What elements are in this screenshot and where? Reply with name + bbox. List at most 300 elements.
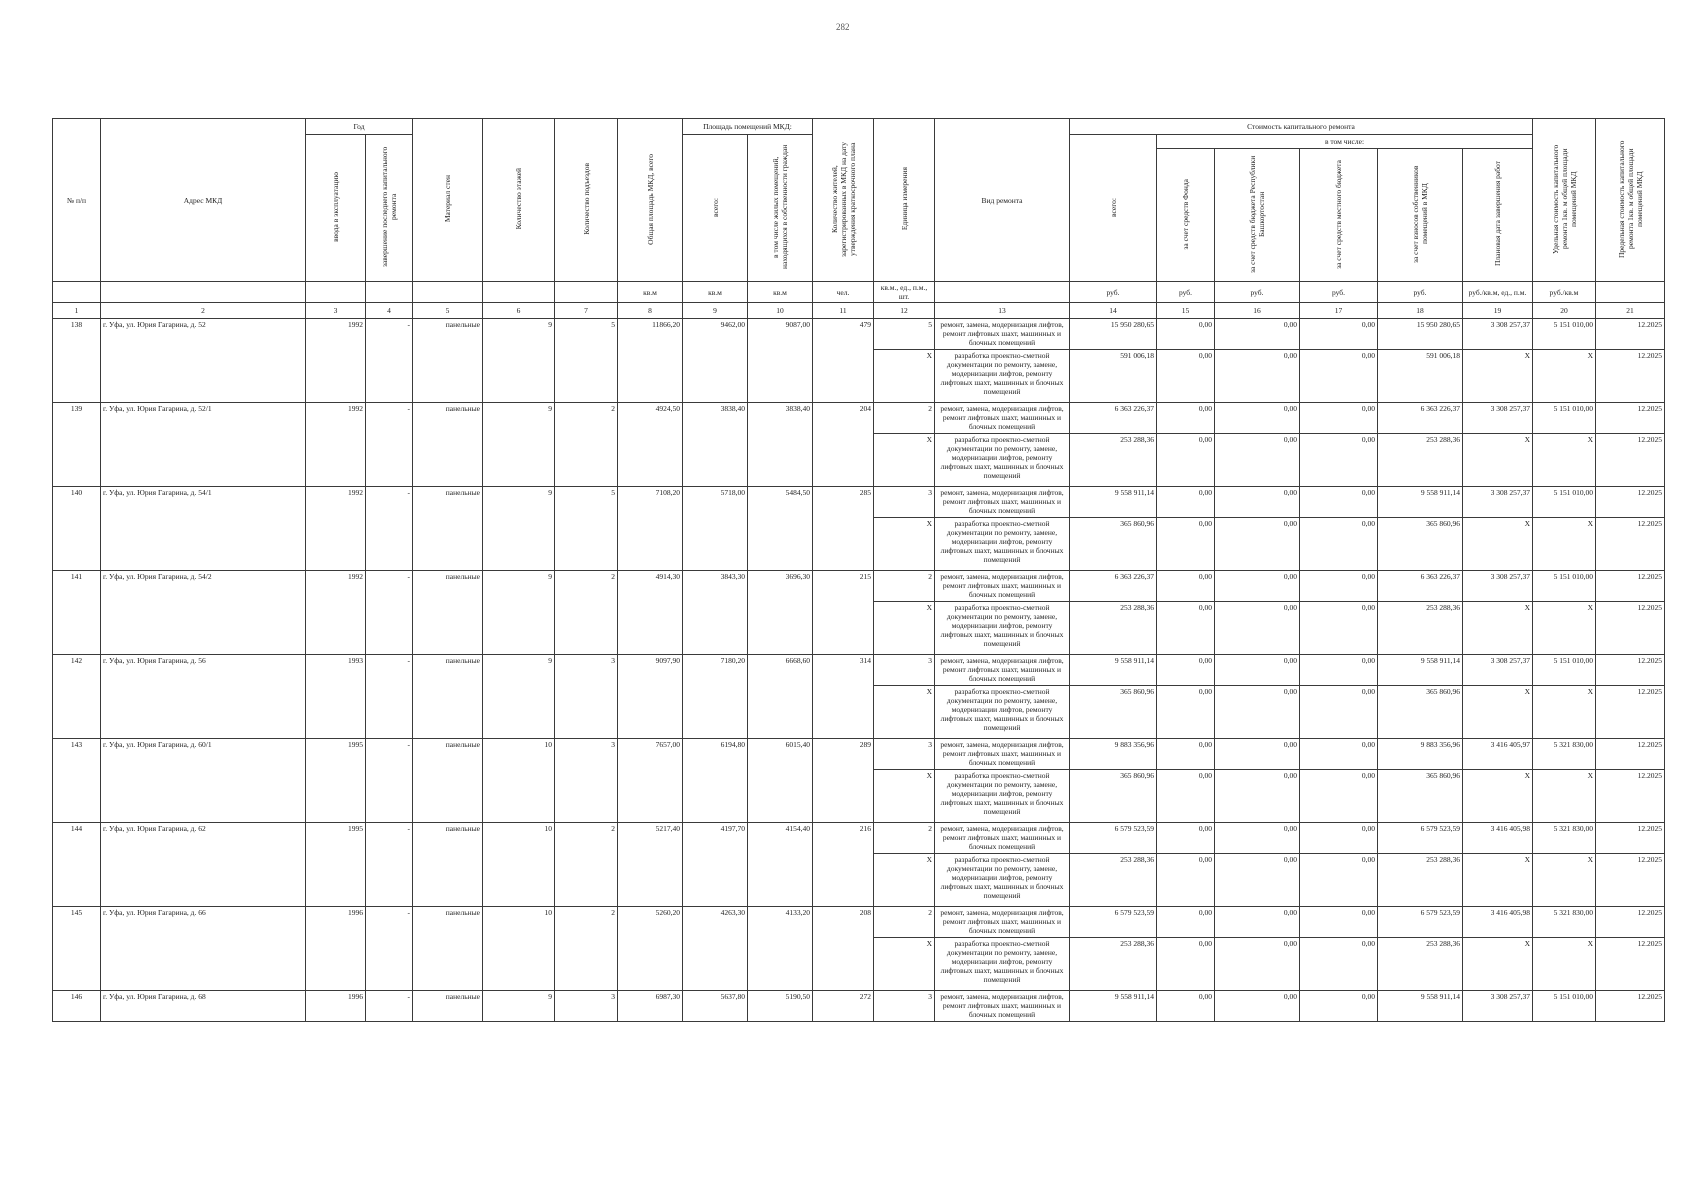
premises-paid-cell: 4154,40 (748, 823, 813, 907)
cost-fund-cell: 0,00 (1157, 403, 1215, 434)
header-cost-republic: за счет средств бюджета Республики Башкортостан (1215, 149, 1300, 282)
limit-cost-cell: X (1533, 938, 1596, 991)
material-cell: панельные (413, 487, 483, 571)
col-number: 6 (483, 303, 555, 319)
limit-cost-cell: 5 321 830,00 (1533, 739, 1596, 770)
row-number: 138 (53, 319, 101, 403)
area-cell: 7657,00 (618, 739, 683, 823)
premises-cell: 9462,00 (683, 319, 748, 403)
limit-cost-cell: X (1533, 770, 1596, 823)
cost-local-cell: 0,00 (1300, 487, 1378, 518)
residents-cell: 314 (813, 655, 874, 739)
premises-paid-cell: 6015,40 (748, 739, 813, 823)
premises-cell: 5637,80 (683, 991, 748, 1022)
cost-total-cell: 9 558 911,14 (1070, 655, 1157, 686)
row-number: 140 (53, 487, 101, 571)
cost-total-cell: 9 558 911,14 (1070, 487, 1157, 518)
year-cell: 1992 (306, 487, 366, 571)
unit-cell: руб. (1215, 282, 1300, 303)
cost-local-cell: 0,00 (1300, 854, 1378, 907)
qty-cell: 2 (874, 907, 935, 938)
header-premises-group: Площадь помещений МКД: (683, 119, 813, 135)
qty-cell: X (874, 602, 935, 655)
entrances-cell: 2 (555, 403, 618, 487)
plan-date-cell: 12.2025 (1596, 854, 1665, 907)
header-including: в том числе: (1157, 135, 1533, 149)
floors-cell: 9 (483, 319, 555, 403)
cost-total-cell: 9 558 911,14 (1070, 991, 1157, 1022)
specific-cost-cell: X (1463, 938, 1533, 991)
premises-cell: 4263,30 (683, 907, 748, 991)
col-number: 16 (1215, 303, 1300, 319)
specific-cost-cell: X (1463, 434, 1533, 487)
floors-cell: 10 (483, 739, 555, 823)
header-floors: Количество этажей (483, 119, 555, 282)
row-number: 141 (53, 571, 101, 655)
plan-date-cell: 12.2025 (1596, 991, 1665, 1022)
entrances-cell: 5 (555, 319, 618, 403)
unit-cell: руб. (1070, 282, 1157, 303)
cost-fund-cell: 0,00 (1157, 319, 1215, 350)
last-repair-cell: - (366, 907, 413, 991)
entrances-cell: 2 (555, 823, 618, 907)
unit-cell: кв.м (618, 282, 683, 303)
cost-local-cell: 0,00 (1300, 991, 1378, 1022)
limit-cost-cell: X (1533, 686, 1596, 739)
premises-cell: 7180,20 (683, 655, 748, 739)
limit-cost-cell: X (1533, 434, 1596, 487)
entrances-cell: 2 (555, 907, 618, 991)
year-cell: 1996 (306, 907, 366, 991)
plan-date-cell: 12.2025 (1596, 770, 1665, 823)
qty-cell: X (874, 938, 935, 991)
unit-cell: кв.м (683, 282, 748, 303)
work-type-cell: ремонт, замена, модернизация лифтов, ремонт лифтовых шахт, машинных и блочных помещений (935, 739, 1070, 770)
material-cell: панельные (413, 571, 483, 655)
table-header (53, 119, 1665, 319)
col-number: 4 (366, 303, 413, 319)
specific-cost-cell: 3 308 257,37 (1463, 319, 1533, 350)
header-wall-material: Материал стен (413, 119, 483, 282)
last-repair-cell: - (366, 655, 413, 739)
area-cell: 7108,20 (618, 487, 683, 571)
address-cell: г. Уфа, ул. Юрия Гагарина, д. 52 (101, 319, 306, 403)
work-type-cell: ремонт, замена, модернизация лифтов, ремонт лифтовых шахт, машинных и блочных помещений (935, 319, 1070, 350)
column-numbers-row (53, 303, 1665, 319)
cost-total-cell: 365 860,96 (1070, 770, 1157, 823)
cost-republic-cell: 0,00 (1215, 686, 1300, 739)
specific-cost-cell: X (1463, 770, 1533, 823)
limit-cost-cell: 5 151 010,00 (1533, 991, 1596, 1022)
limit-cost-cell: X (1533, 518, 1596, 571)
qty-cell: X (874, 770, 935, 823)
residents-cell: 208 (813, 907, 874, 991)
residents-cell: 216 (813, 823, 874, 907)
cost-total-cell: 253 288,36 (1070, 434, 1157, 487)
cost-republic-cell: 0,00 (1215, 770, 1300, 823)
residents-cell: 204 (813, 403, 874, 487)
plan-date-cell: 12.2025 (1596, 602, 1665, 655)
cost-republic-cell: 0,00 (1215, 655, 1300, 686)
col-number: 10 (748, 303, 813, 319)
table-row (53, 907, 1665, 938)
work-type-cell: ремонт, замена, модернизация лифтов, ремонт лифтовых шахт, машинных и блочных помещений (935, 907, 1070, 938)
floors-cell: 9 (483, 991, 555, 1022)
cost-republic-cell: 0,00 (1215, 571, 1300, 602)
cost-local-cell: 0,00 (1300, 823, 1378, 854)
cost-total-cell: 253 288,36 (1070, 938, 1157, 991)
cost-fund-cell: 0,00 (1157, 823, 1215, 854)
unit-cell: кв.м., ед., п.м., шт. (874, 282, 935, 303)
unit-cell: руб./кв.м (1533, 282, 1596, 303)
cost-fund-cell: 0,00 (1157, 602, 1215, 655)
cost-fund-cell: 0,00 (1157, 518, 1215, 571)
header-cost-owners: за счет взносов собственников помещений в МКД (1378, 149, 1463, 282)
header-entrances: Количество подъездов (555, 119, 618, 282)
work-type-cell: разработка проектно-сметной документации по ремонту, замене, модернизации лифтов, ремонту лифтовых шахт, машинных и блочных помещений (935, 770, 1070, 823)
premises-cell: 3838,40 (683, 403, 748, 487)
specific-cost-cell: X (1463, 518, 1533, 571)
col-number: 19 (1463, 303, 1533, 319)
header-cost-fund: за счет средств Фонда (1157, 149, 1215, 282)
cost-owners-cell: 365 860,96 (1378, 686, 1463, 739)
col-number: 13 (935, 303, 1070, 319)
cost-republic-cell: 0,00 (1215, 350, 1300, 403)
qty-cell: X (874, 518, 935, 571)
cost-owners-cell: 6 363 226,37 (1378, 571, 1463, 602)
cost-republic-cell: 0,00 (1215, 602, 1300, 655)
cost-total-cell: 6 579 523,59 (1070, 823, 1157, 854)
residents-cell: 272 (813, 991, 874, 1022)
cost-fund-cell: 0,00 (1157, 350, 1215, 403)
col-number: 12 (874, 303, 935, 319)
limit-cost-cell: 5 321 830,00 (1533, 907, 1596, 938)
col-number: 8 (618, 303, 683, 319)
cost-owners-cell: 365 860,96 (1378, 518, 1463, 571)
address-cell: г. Уфа, ул. Юрия Гагарина, д. 68 (101, 991, 306, 1022)
cost-republic-cell: 0,00 (1215, 907, 1300, 938)
qty-cell: X (874, 434, 935, 487)
premises-paid-cell: 5190,50 (748, 991, 813, 1022)
col-number: 21 (1596, 303, 1665, 319)
header-year-last-repair: завершение последнего капитального ремонта (366, 135, 413, 282)
last-repair-cell: - (366, 487, 413, 571)
cost-total-cell: 6 363 226,37 (1070, 571, 1157, 602)
premises-cell: 5718,00 (683, 487, 748, 571)
work-type-cell: разработка проектно-сметной документации по ремонту, замене, модернизации лифтов, ремонту лифтовых шахт, машинных и блочных помещений (935, 434, 1070, 487)
row-number: 143 (53, 739, 101, 823)
cost-fund-cell: 0,00 (1157, 907, 1215, 938)
row-number: 139 (53, 403, 101, 487)
cost-total-cell: 591 006,18 (1070, 350, 1157, 403)
unit-cell: чел. (813, 282, 874, 303)
premises-cell: 6194,80 (683, 739, 748, 823)
area-cell: 6987,30 (618, 991, 683, 1022)
address-cell: г. Уфа, ул. Юрия Гагарина, д. 56 (101, 655, 306, 739)
specific-cost-cell: 3 308 257,37 (1463, 991, 1533, 1022)
last-repair-cell: - (366, 823, 413, 907)
qty-cell: 5 (874, 319, 935, 350)
col-number: 1 (53, 303, 101, 319)
cost-fund-cell: 0,00 (1157, 991, 1215, 1022)
material-cell: панельные (413, 907, 483, 991)
address-cell: г. Уфа, ул. Юрия Гагарина, д. 54/1 (101, 487, 306, 571)
header-residents: Количество жителей, зарегистрированных в МКД на дату утверждения краткосрочного плана (813, 119, 874, 282)
plan-date-cell: 12.2025 (1596, 655, 1665, 686)
year-cell: 1992 (306, 571, 366, 655)
entrances-cell: 3 (555, 739, 618, 823)
floors-cell: 9 (483, 571, 555, 655)
qty-cell: 3 (874, 739, 935, 770)
specific-cost-cell: X (1463, 602, 1533, 655)
cost-local-cell: 0,00 (1300, 434, 1378, 487)
col-number: 9 (683, 303, 748, 319)
qty-cell: 2 (874, 823, 935, 854)
plan-date-cell: 12.2025 (1596, 823, 1665, 854)
limit-cost-cell: X (1533, 854, 1596, 907)
cost-fund-cell: 0,00 (1157, 655, 1215, 686)
plan-date-cell: 12.2025 (1596, 739, 1665, 770)
row-number: 146 (53, 991, 101, 1022)
cost-local-cell: 0,00 (1300, 938, 1378, 991)
header-plan-date: Плановая дата завершения работ (1463, 149, 1533, 282)
header-year-commission: ввода в эксплуатацию (306, 135, 366, 282)
work-type-cell: ремонт, замена, модернизация лифтов, ремонт лифтовых шахт, машинных и блочных помещений (935, 571, 1070, 602)
cost-local-cell: 0,00 (1300, 739, 1378, 770)
address-cell: г. Уфа, ул. Юрия Гагарина, д. 52/1 (101, 403, 306, 487)
plan-date-cell: 12.2025 (1596, 907, 1665, 938)
cost-owners-cell: 253 288,36 (1378, 854, 1463, 907)
plan-date-cell: 12.2025 (1596, 319, 1665, 350)
cost-fund-cell: 0,00 (1157, 434, 1215, 487)
cost-fund-cell: 0,00 (1157, 938, 1215, 991)
work-type-cell: ремонт, замена, модернизация лифтов, ремонт лифтовых шахт, машинных и блочных помещений (935, 487, 1070, 518)
plan-date-cell: 12.2025 (1596, 686, 1665, 739)
qty-cell: X (874, 686, 935, 739)
plan-date-cell: 12.2025 (1596, 403, 1665, 434)
plan-date-cell: 12.2025 (1596, 434, 1665, 487)
year-cell: 1995 (306, 739, 366, 823)
specific-cost-cell: X (1463, 350, 1533, 403)
last-repair-cell: - (366, 571, 413, 655)
limit-cost-cell: 5 321 830,00 (1533, 823, 1596, 854)
work-type-cell: ремонт, замена, модернизация лифтов, ремонт лифтовых шахт, машинных и блочных помещений (935, 991, 1070, 1022)
residents-cell: 285 (813, 487, 874, 571)
table-row (53, 823, 1665, 854)
cost-total-cell: 6 579 523,59 (1070, 907, 1157, 938)
cost-owners-cell: 9 558 911,14 (1378, 991, 1463, 1022)
cost-owners-cell: 15 950 280,65 (1378, 319, 1463, 350)
cost-fund-cell: 0,00 (1157, 686, 1215, 739)
residents-cell: 289 (813, 739, 874, 823)
col-number: 2 (101, 303, 306, 319)
limit-cost-cell: X (1533, 602, 1596, 655)
work-type-cell: ремонт, замена, модернизация лифтов, ремонт лифтовых шахт, машинных и блочных помещений (935, 403, 1070, 434)
unit-cell: руб. (1378, 282, 1463, 303)
col-number: 17 (1300, 303, 1378, 319)
area-cell: 5260,20 (618, 907, 683, 991)
header-num: № п/п (53, 119, 101, 282)
specific-cost-cell: X (1463, 686, 1533, 739)
premises-paid-cell: 9087,00 (748, 319, 813, 403)
header-address: Адрес МКД (101, 119, 306, 282)
unit-cell: кв.м (748, 282, 813, 303)
page-number: 282 (836, 22, 850, 32)
premises-cell: 3843,30 (683, 571, 748, 655)
premises-paid-cell: 6668,60 (748, 655, 813, 739)
material-cell: панельные (413, 319, 483, 403)
header-unit: Единица измерения (874, 119, 935, 282)
work-type-cell: разработка проектно-сметной документации по ремонту, замене, модернизации лифтов, ремонту лифтовых шахт, машинных и блочных помещений (935, 602, 1070, 655)
work-type-cell: ремонт, замена, модернизация лифтов, ремонт лифтовых шахт, машинных и блочных помещений (935, 823, 1070, 854)
qty-cell: 3 (874, 655, 935, 686)
residents-cell: 215 (813, 571, 874, 655)
header-premises-total: всего: (683, 135, 748, 282)
plan-date-cell: 12.2025 (1596, 350, 1665, 403)
plan-date-cell: 12.2025 (1596, 487, 1665, 518)
premises-cell: 4197,70 (683, 823, 748, 907)
area-cell: 9097,90 (618, 655, 683, 739)
col-number: 20 (1533, 303, 1596, 319)
cost-fund-cell: 0,00 (1157, 854, 1215, 907)
premises-paid-cell: 3838,40 (748, 403, 813, 487)
cost-fund-cell: 0,00 (1157, 571, 1215, 602)
work-type-cell: разработка проектно-сметной документации по ремонту, замене, модернизации лифтов, ремонту лифтовых шахт, машинных и блочных помещений (935, 938, 1070, 991)
address-cell: г. Уфа, ул. Юрия Гагарина, д. 62 (101, 823, 306, 907)
limit-cost-cell: 5 151 010,00 (1533, 571, 1596, 602)
col-number: 18 (1378, 303, 1463, 319)
cost-owners-cell: 253 288,36 (1378, 938, 1463, 991)
cost-owners-cell: 9 558 911,14 (1378, 655, 1463, 686)
capital-repair-table (52, 118, 1665, 1022)
plan-date-cell: 12.2025 (1596, 571, 1665, 602)
cost-republic-cell: 0,00 (1215, 739, 1300, 770)
work-type-cell: разработка проектно-сметной документации по ремонту, замене, модернизации лифтов, ремонту лифтовых шахт, машинных и блочных помещений (935, 686, 1070, 739)
work-type-cell: разработка проектно-сметной документации по ремонту, замене, модернизации лифтов, ремонту лифтовых шахт, машинных и блочных помещений (935, 518, 1070, 571)
material-cell: панельные (413, 403, 483, 487)
cost-owners-cell: 9 558 911,14 (1378, 487, 1463, 518)
cost-republic-cell: 0,00 (1215, 487, 1300, 518)
cost-total-cell: 365 860,96 (1070, 518, 1157, 571)
floors-cell: 10 (483, 823, 555, 907)
qty-cell: 2 (874, 403, 935, 434)
table-row (53, 571, 1665, 602)
specific-cost-cell: 3 416 405,98 (1463, 823, 1533, 854)
cost-local-cell: 0,00 (1300, 907, 1378, 938)
address-cell: г. Уфа, ул. Юрия Гагарина, д. 66 (101, 907, 306, 991)
specific-cost-cell: 3 308 257,37 (1463, 655, 1533, 686)
year-cell: 1993 (306, 655, 366, 739)
material-cell: панельные (413, 823, 483, 907)
specific-cost-cell: 3 416 405,98 (1463, 907, 1533, 938)
table-row (53, 739, 1665, 770)
cost-owners-cell: 253 288,36 (1378, 434, 1463, 487)
last-repair-cell: - (366, 739, 413, 823)
work-type-cell: ремонт, замена, модернизация лифтов, ремонт лифтовых шахт, машинных и блочных помещений (935, 655, 1070, 686)
last-repair-cell: - (366, 991, 413, 1022)
year-cell: 1992 (306, 319, 366, 403)
limit-cost-cell: 5 151 010,00 (1533, 319, 1596, 350)
limit-cost-cell: 5 151 010,00 (1533, 487, 1596, 518)
specific-cost-cell: X (1463, 854, 1533, 907)
qty-cell: X (874, 350, 935, 403)
specific-cost-cell: 3 308 257,37 (1463, 403, 1533, 434)
table-row (53, 319, 1665, 350)
cost-owners-cell: 591 006,18 (1378, 350, 1463, 403)
entrances-cell: 3 (555, 991, 618, 1022)
cost-republic-cell: 0,00 (1215, 319, 1300, 350)
cost-local-cell: 0,00 (1300, 655, 1378, 686)
cost-republic-cell: 0,00 (1215, 938, 1300, 991)
cost-total-cell: 6 363 226,37 (1070, 403, 1157, 434)
cost-fund-cell: 0,00 (1157, 487, 1215, 518)
cost-republic-cell: 0,00 (1215, 434, 1300, 487)
row-number: 142 (53, 655, 101, 739)
col-number: 11 (813, 303, 874, 319)
col-number: 15 (1157, 303, 1215, 319)
floors-cell: 9 (483, 403, 555, 487)
cost-republic-cell: 0,00 (1215, 518, 1300, 571)
header-cost-total: всего: (1070, 135, 1157, 282)
material-cell: панельные (413, 739, 483, 823)
entrances-cell: 5 (555, 487, 618, 571)
work-type-cell: разработка проектно-сметной документации по ремонту, замене, модернизации лифтов, ремонту лифтовых шахт, машинных и блочных помещений (935, 350, 1070, 403)
material-cell: панельные (413, 655, 483, 739)
cost-republic-cell: 0,00 (1215, 854, 1300, 907)
col-number: 3 (306, 303, 366, 319)
last-repair-cell: - (366, 403, 413, 487)
cost-owners-cell: 253 288,36 (1378, 602, 1463, 655)
year-cell: 1992 (306, 403, 366, 487)
cost-fund-cell: 0,00 (1157, 770, 1215, 823)
header-limit-cost: Предельная стоимость капитального ремонта 1кв. м общей площади помещений МКД (1596, 119, 1665, 282)
header-total-area: Общая площадь МКД, всего (618, 119, 683, 282)
units-row (53, 282, 1665, 303)
cost-owners-cell: 6 363 226,37 (1378, 403, 1463, 434)
specific-cost-cell: 3 416 405,97 (1463, 739, 1533, 770)
cost-total-cell: 253 288,36 (1070, 854, 1157, 907)
premises-paid-cell: 5484,50 (748, 487, 813, 571)
area-cell: 11866,20 (618, 319, 683, 403)
residents-cell: 479 (813, 319, 874, 403)
cost-owners-cell: 6 579 523,59 (1378, 907, 1463, 938)
header-year-group: Год (306, 119, 413, 135)
unit-cell: руб. (1157, 282, 1215, 303)
entrances-cell: 2 (555, 571, 618, 655)
cost-local-cell: 0,00 (1300, 518, 1378, 571)
qty-cell: 3 (874, 991, 935, 1022)
cost-total-cell: 9 883 356,96 (1070, 739, 1157, 770)
floors-cell: 10 (483, 907, 555, 991)
cost-total-cell: 253 288,36 (1070, 602, 1157, 655)
cost-local-cell: 0,00 (1300, 571, 1378, 602)
plan-date-cell: 12.2025 (1596, 938, 1665, 991)
premises-paid-cell: 3696,30 (748, 571, 813, 655)
cost-local-cell: 0,00 (1300, 602, 1378, 655)
header-specific-cost: Удельная стоимость капитального ремонта 1кв. м общей площади помещений МКД (1533, 119, 1596, 282)
specific-cost-cell: 3 308 257,37 (1463, 571, 1533, 602)
specific-cost-cell: 3 308 257,37 (1463, 487, 1533, 518)
unit-cell: руб. (1300, 282, 1378, 303)
entrances-cell: 3 (555, 655, 618, 739)
unit-cell: руб./кв.м, ед., п.м. (1463, 282, 1533, 303)
floors-cell: 9 (483, 487, 555, 571)
address-cell: г. Уфа, ул. Юрия Гагарина, д. 54/2 (101, 571, 306, 655)
header-work-type: Вид ремонта (935, 119, 1070, 282)
table-row (53, 403, 1665, 434)
limit-cost-cell: 5 151 010,00 (1533, 403, 1596, 434)
table-body (53, 319, 1665, 1022)
